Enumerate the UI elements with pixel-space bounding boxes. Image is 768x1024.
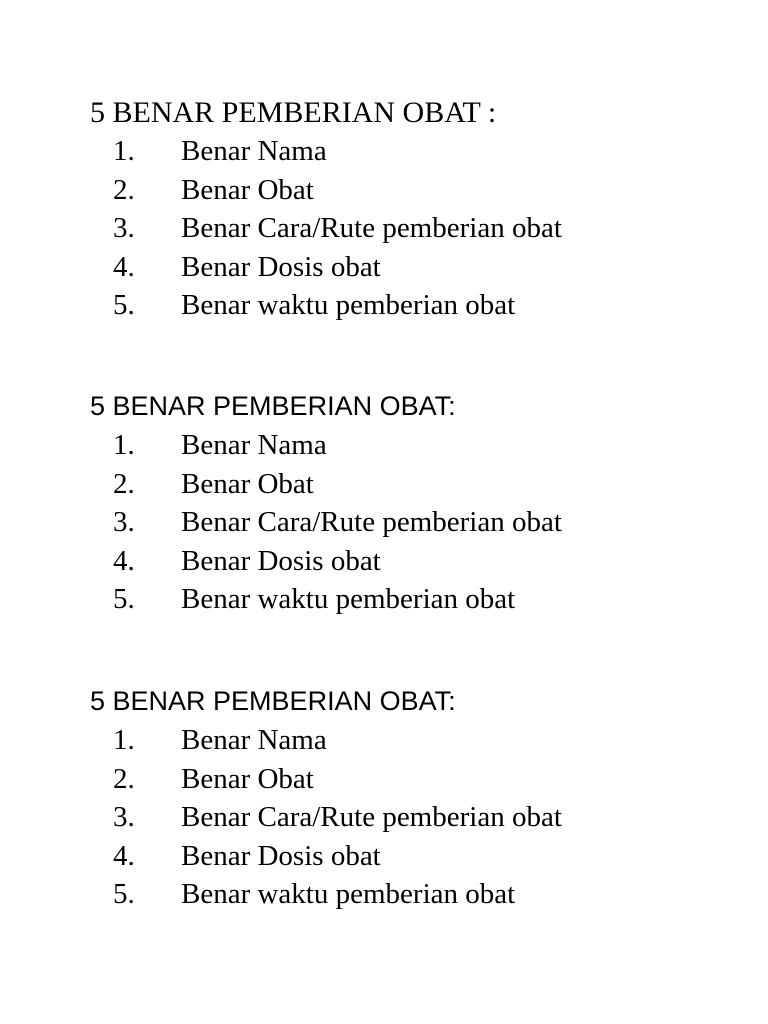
section-1 (90, 93, 730, 325)
list-number: 1. (113, 429, 135, 461)
list-text: Benar Dosis obat (181, 839, 381, 872)
list-item (90, 465, 730, 504)
list-item (90, 580, 730, 619)
list-item (90, 209, 730, 248)
list-number: 2. (113, 467, 135, 500)
list-number: 2. (113, 173, 135, 206)
list-item (90, 760, 730, 799)
list-item (90, 426, 730, 465)
list-item (90, 798, 730, 837)
list-text: Benar Nama (181, 724, 327, 756)
list-number: 1. (113, 724, 135, 756)
list-number: 4. (113, 839, 135, 872)
section-heading: 5 BENAR PEMBERIAN OBAT: (90, 686, 456, 716)
list-text: Benar waktu pemberian obat (181, 878, 516, 911)
list-text: Benar Obat (181, 762, 314, 795)
list-item (90, 171, 730, 210)
numbered-list (90, 426, 730, 619)
list-item (90, 721, 730, 760)
list-text: Benar Obat (181, 467, 314, 500)
list-text: Benar Nama (181, 135, 327, 167)
list-text: Benar waktu pemberian obat (181, 583, 516, 616)
list-number: 5. (113, 289, 135, 322)
list-item (90, 503, 730, 542)
list-item (90, 248, 730, 287)
list-number: 3. (113, 801, 135, 834)
list-text: Benar Obat (181, 173, 314, 206)
list-item (90, 837, 730, 876)
list-text: Benar Cara/Rute pemberian obat (181, 212, 562, 245)
list-number: 4. (113, 544, 135, 577)
numbered-list (90, 132, 730, 325)
numbered-list (90, 721, 730, 914)
list-item (90, 132, 730, 171)
list-item (90, 286, 730, 325)
list-text: Benar Cara/Rute pemberian obat (181, 506, 562, 539)
list-number: 1. (113, 135, 135, 167)
section-3 (90, 682, 730, 914)
list-item (90, 875, 730, 914)
list-text: Benar Dosis obat (181, 544, 381, 577)
section-heading: 5 BENAR PEMBERIAN OBAT: (90, 391, 456, 421)
section-heading: 5 BENAR PEMBERIAN OBAT : (90, 96, 497, 129)
list-text: Benar Cara/Rute pemberian obat (181, 801, 562, 834)
list-number: 4. (113, 250, 135, 283)
list-number: 3. (113, 506, 135, 539)
list-number: 2. (113, 762, 135, 795)
list-item (90, 542, 730, 581)
list-text: Benar waktu pemberian obat (181, 289, 516, 322)
section-2 (90, 387, 730, 619)
list-number: 5. (113, 878, 135, 911)
list-text: Benar Dosis obat (181, 250, 381, 283)
list-number: 5. (113, 583, 135, 616)
list-text: Benar Nama (181, 429, 327, 461)
list-number: 3. (113, 212, 135, 245)
